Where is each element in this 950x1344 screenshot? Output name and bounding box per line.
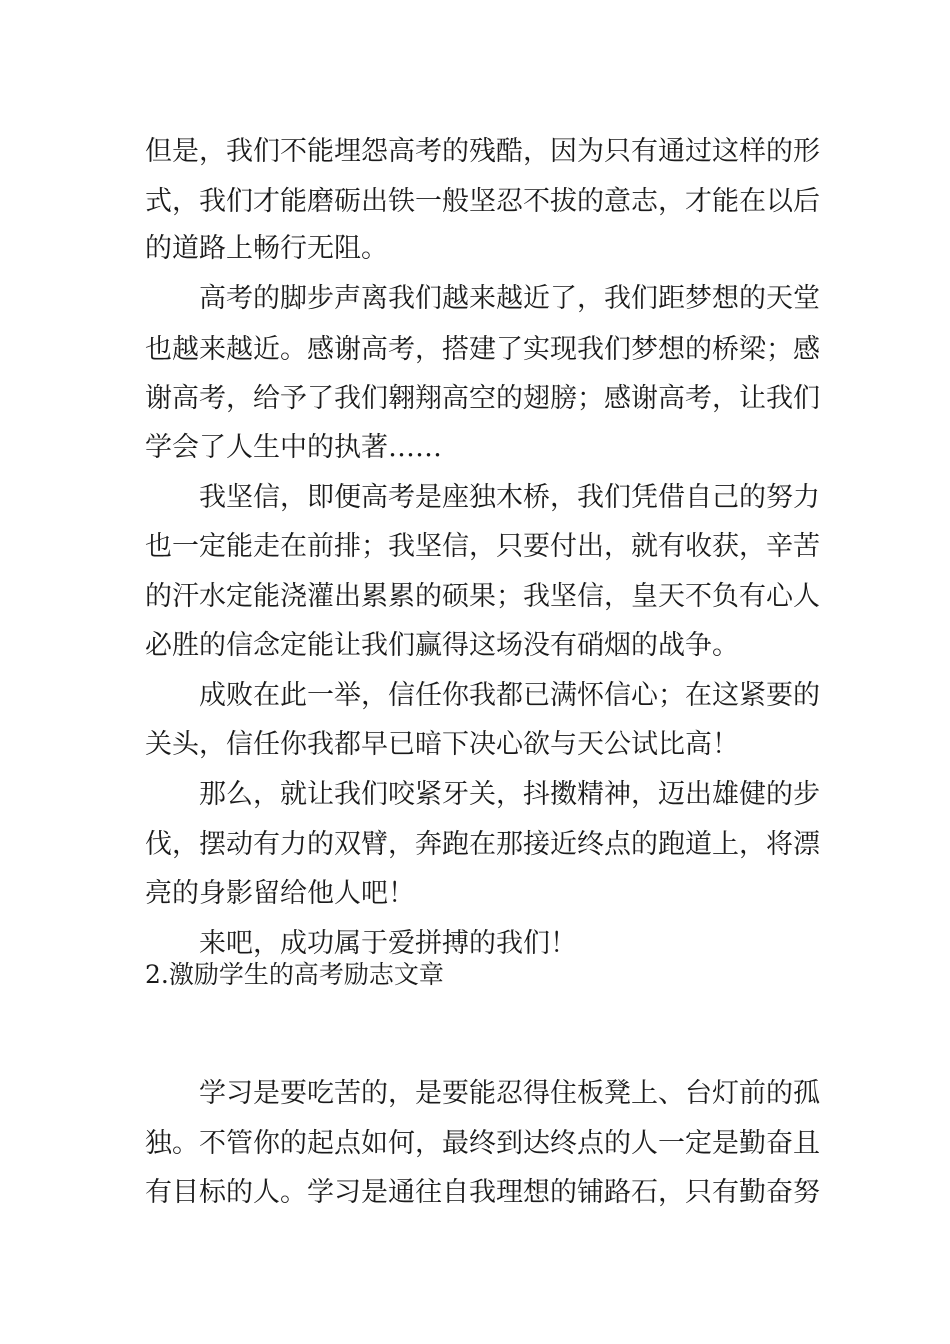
paragraph-line: 但是，我们不能埋怨高考的残酷，因为只有通过这样的形: [145, 136, 820, 167]
paragraph-line: 我坚信，即便高考是座独木桥，我们凭借自己的努力: [199, 482, 820, 513]
paragraph-line: 伐，摆动有力的双臂，奔跑在那接近终点的跑道上，将漂: [145, 829, 820, 860]
paragraph-line: 亮的身影留给他人吧！: [145, 878, 415, 909]
paragraph-line: 式，我们才能磨砺出铁一般坚忍不拔的意志，才能在以后: [145, 186, 820, 217]
paragraph-line: 的道路上畅行无阻。: [145, 233, 388, 264]
paragraph-line: 学习是要吃苦的，是要能忍得住板凳上、台灯前的孤: [199, 1078, 820, 1109]
paragraph-line: 有目标的人。学习是通往自我理想的铺路石，只有勤奋努: [145, 1177, 820, 1208]
paragraph-line: 成败在此一举，信任你我都已满怀信心；在这紧要的: [199, 680, 820, 711]
paragraph-line: 的汗水定能浇灌出累累的硕果；我坚信，皇天不负有心人: [145, 581, 820, 612]
paragraph-line: 独。不管你的起点如何，最终到达终点的人一定是勤奋且: [145, 1128, 820, 1159]
paragraph-line: 必胜的信念定能让我们赢得这场没有硝烟的战争。: [145, 630, 739, 661]
paragraph-line: 来吧，成功属于爱拼搏的我们！: [199, 928, 577, 959]
paragraph-line: 关头，信任你我都早已暗下决心欲与天公试比高！: [145, 729, 739, 760]
paragraph-line: 学会了人生中的执著……: [145, 432, 442, 463]
paragraph-line: 那么，就让我们咬紧牙关，抖擞精神，迈出雄健的步: [199, 779, 820, 810]
paragraph-line: 也一定能走在前排；我坚信，只要付出，就有收获，辛苦: [145, 531, 820, 562]
paragraph-line: 谢高考，给予了我们翱翔高空的翅膀；感谢高考，让我们: [145, 383, 820, 414]
paragraph-line: 也越来越近。感谢高考，搭建了实现我们梦想的桥梁；感: [145, 334, 820, 365]
paragraph-line: 高考的脚步声离我们越来越近了，我们距梦想的天堂: [199, 283, 820, 314]
section-heading: 2.激励学生的高考励志文章: [145, 960, 444, 989]
